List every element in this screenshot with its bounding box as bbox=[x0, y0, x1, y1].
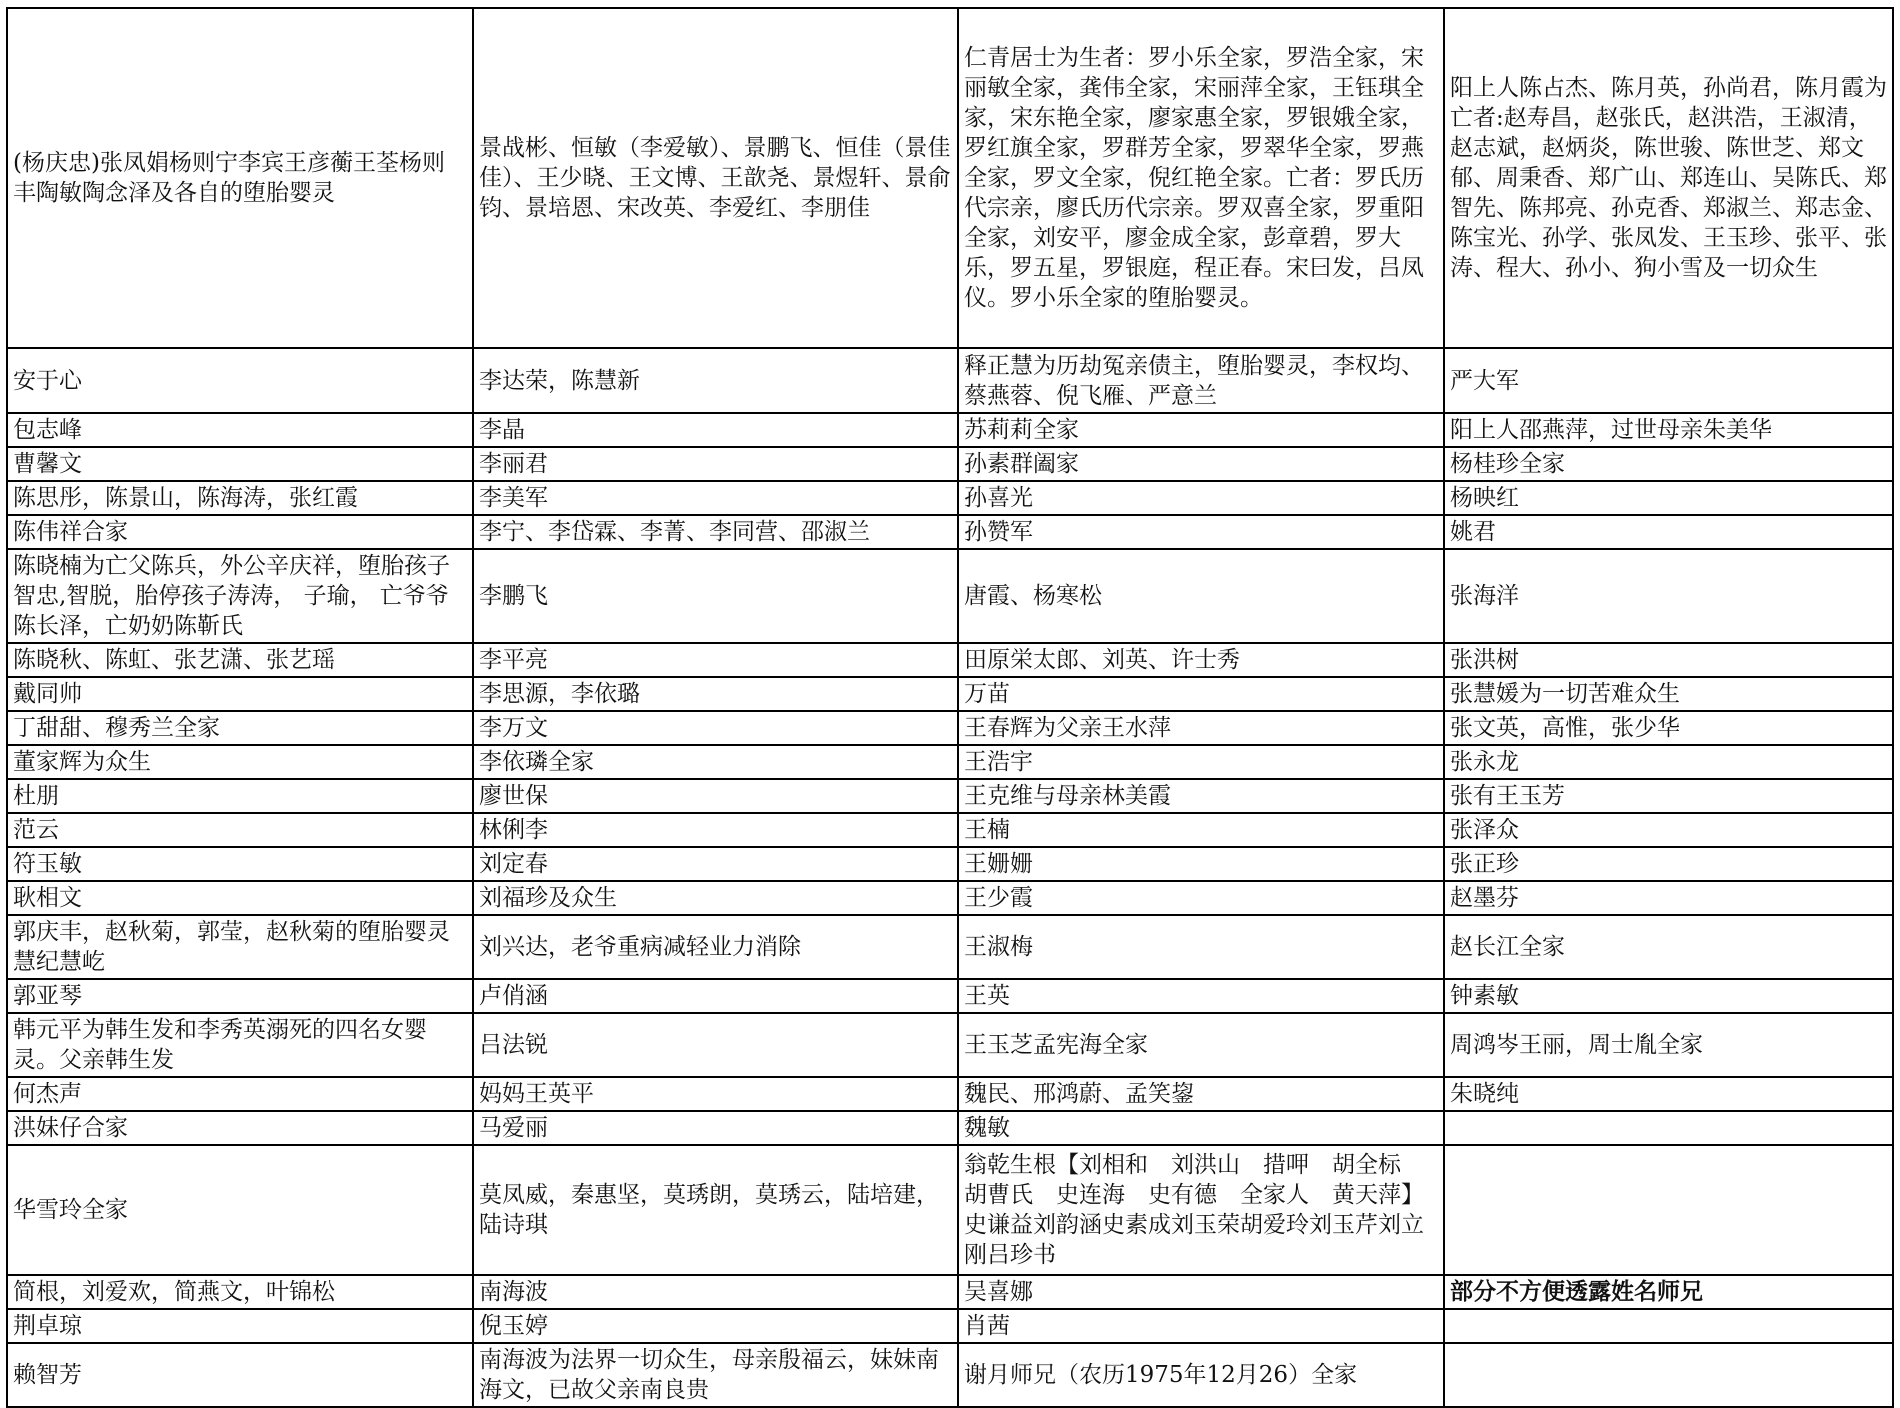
table-cell-col1: 陈伟祥合家 bbox=[7, 515, 473, 549]
dedication-table bbox=[6, 7, 1894, 1408]
table-cell-col1: 郭亚琴 bbox=[7, 979, 473, 1013]
table-cell-col3: 肖茜 bbox=[958, 1309, 1444, 1343]
table-cell-col3: 王淑梅 bbox=[958, 915, 1444, 979]
table-cell-col2: 倪玉婷 bbox=[473, 1309, 958, 1343]
table-row bbox=[7, 847, 1893, 881]
table-cell-col2: 李达荣，陈慧新 bbox=[473, 348, 958, 413]
table-cell-col3: 王克维与母亲林美霞 bbox=[958, 779, 1444, 813]
table-cell-col4: 部分不方便透露姓名师兄 bbox=[1444, 1275, 1893, 1309]
table-row bbox=[7, 348, 1893, 413]
table-cell-col1: 陈晓楠为亡父陈兵，外公辛庆祥，堕胎孩子智忠,智脱，胎停孩子涛涛， 子瑜， 亡爷爷陈长泽，亡奶奶陈靳氏 bbox=[7, 549, 473, 643]
table-cell-col1: 耿相文 bbox=[7, 881, 473, 915]
table-row bbox=[7, 413, 1893, 447]
table-cell-col1: 郭庆丰，赵秋菊，郭莹，赵秋菊的堕胎婴灵慧纪慧屹 bbox=[7, 915, 473, 979]
table-cell-col3: 苏莉莉全家 bbox=[958, 413, 1444, 447]
table-row bbox=[7, 979, 1893, 1013]
table-row bbox=[7, 813, 1893, 847]
table-cell-col1: 丁甜甜、穆秀兰全家 bbox=[7, 711, 473, 745]
table-cell-col4: 张永龙 bbox=[1444, 745, 1893, 779]
table-cell-col1: 杜朋 bbox=[7, 779, 473, 813]
table-cell-col1: 陈思彤，陈景山，陈海涛，张红霞 bbox=[7, 481, 473, 515]
table-cell-col4: 阳上人陈占杰、陈月英，孙尚君，陈月霞为亡者:赵寿昌，赵张氏，赵洪浩，王淑清，赵志斌，赵炳炎，陈世骏、陈世芝、郑文郁、周秉香、郑广山、郑连山、吴陈氏、郑智先、陈邦亮、孙克香、郑淑兰、郑志金、陈宝光、孙学、张凤发、王玉珍、张平、张涛、程大、孙小、狗小雪及一切众生 bbox=[1444, 8, 1893, 348]
table-cell-col2: 莫凤威，秦惠坚，莫琇朗，莫琇云，陆培建，陆诗琪 bbox=[473, 1145, 958, 1275]
table-cell-col2: 李宁、李岱霖、李菁、李同营、邵淑兰 bbox=[473, 515, 958, 549]
table-cell-col2: 刘福珍及众生 bbox=[473, 881, 958, 915]
table-cell-col1: 华雪玲全家 bbox=[7, 1145, 473, 1275]
table-cell-col2: 李丽君 bbox=[473, 447, 958, 481]
table-cell-col4: 张慧媛为一切苦难众生 bbox=[1444, 677, 1893, 711]
table-cell-col3: 魏敏 bbox=[958, 1111, 1444, 1145]
table-cell-col3: 仁青居士为生者：罗小乐全家，罗浩全家，宋丽敏全家，龚伟全家，宋丽萍全家，王钰琪全家，宋东艳全家，廖家惠全家，罗银娥全家，罗红旗全家，罗群芳全家，罗翠华全家，罗燕全家，罗文全家，倪红艳全家。亡者：罗氏历代宗亲，廖氏历代宗亲。罗双喜全家，罗重阳全家，刘安平，廖金成全家，彭章碧，罗大乐，罗五星，罗银庭，程正春。宋曰发，吕凤仪。罗小乐全家的堕胎婴灵。 bbox=[958, 8, 1444, 348]
table-cell-col2: 李依璘全家 bbox=[473, 745, 958, 779]
table-cell-col3: 王春辉为父亲王水萍 bbox=[958, 711, 1444, 745]
table-cell-col2: 刘定春 bbox=[473, 847, 958, 881]
table-row bbox=[7, 1013, 1893, 1077]
table-cell-col3: 王楠 bbox=[958, 813, 1444, 847]
table-row bbox=[7, 481, 1893, 515]
table-body bbox=[7, 8, 1893, 1407]
table-cell-col3: 孙素群阖家 bbox=[958, 447, 1444, 481]
table-cell-col1: 曹馨文 bbox=[7, 447, 473, 481]
table-row bbox=[7, 1343, 1893, 1407]
table-cell-col1: (杨庆忠)张凤娟杨则宁李宾王彦蘅王荃杨则丰陶敏陶念泽及各自的堕胎婴灵 bbox=[7, 8, 473, 348]
table-cell-col3: 王少霞 bbox=[958, 881, 1444, 915]
table-row bbox=[7, 8, 1893, 348]
table-row bbox=[7, 1275, 1893, 1309]
table-cell-col3: 吴喜娜 bbox=[958, 1275, 1444, 1309]
table-cell-col4: 阳上人邵燕萍，过世母亲朱美华 bbox=[1444, 413, 1893, 447]
table-cell-col1: 符玉敏 bbox=[7, 847, 473, 881]
table-cell-col1: 董家辉为众生 bbox=[7, 745, 473, 779]
table-cell-col2: 李晶 bbox=[473, 413, 958, 447]
table-cell-col2: 刘兴达，老爷重病减轻业力消除 bbox=[473, 915, 958, 979]
table-cell-col4: 杨桂珍全家 bbox=[1444, 447, 1893, 481]
table-cell-col4: 张正珍 bbox=[1444, 847, 1893, 881]
table-cell-col4: 赵墨芬 bbox=[1444, 881, 1893, 915]
table-cell-col2: 南海波 bbox=[473, 1275, 958, 1309]
table-cell-col4: 周鸿岑王丽，周士胤全家 bbox=[1444, 1013, 1893, 1077]
table-cell-col2: 马爱丽 bbox=[473, 1111, 958, 1145]
table-cell-col2: 南海波为法界一切众生，母亲殷福云，妹妹南海文，已故父亲南良贵 bbox=[473, 1343, 958, 1407]
table-cell-col2: 妈妈王英平 bbox=[473, 1077, 958, 1111]
table-cell-col2: 李平亮 bbox=[473, 643, 958, 677]
table-row bbox=[7, 1077, 1893, 1111]
table-row bbox=[7, 745, 1893, 779]
table-cell-col1: 戴同帅 bbox=[7, 677, 473, 711]
table-row bbox=[7, 549, 1893, 643]
table-cell-col1: 安于心 bbox=[7, 348, 473, 413]
table-cell-col1: 范云 bbox=[7, 813, 473, 847]
table-cell-col3: 魏民、邢鸿蔚、孟笑鋆 bbox=[958, 1077, 1444, 1111]
table-row bbox=[7, 1145, 1893, 1275]
table-row bbox=[7, 1111, 1893, 1145]
table-cell-col2: 李鹏飞 bbox=[473, 549, 958, 643]
table-cell-col2: 李美军 bbox=[473, 481, 958, 515]
table-cell-col2: 卢俏涵 bbox=[473, 979, 958, 1013]
table-cell-col3: 王英 bbox=[958, 979, 1444, 1013]
table-cell-col3: 翁乾生根【刘相和 刘洪山 措呷 胡全标 胡曹氏 史连海 史有德 全家人 黄天萍】 史谦益刘韵涵史素成刘玉荣胡爱玲刘玉芹刘立刚吕珍书 bbox=[958, 1145, 1444, 1275]
table-row bbox=[7, 779, 1893, 813]
table-cell-col4 bbox=[1444, 1309, 1893, 1343]
table-cell-col4 bbox=[1444, 1145, 1893, 1275]
table-cell-col3: 王浩宇 bbox=[958, 745, 1444, 779]
table-cell-col4: 姚君 bbox=[1444, 515, 1893, 549]
table-cell-col1: 韩元平为韩生发和李秀英溺死的四名女婴灵。父亲韩生发 bbox=[7, 1013, 473, 1077]
table-cell-col1: 陈晓秋、陈虹、张艺潇、张艺瑶 bbox=[7, 643, 473, 677]
table-row bbox=[7, 711, 1893, 745]
table-cell-col3: 王姗姗 bbox=[958, 847, 1444, 881]
table-row bbox=[7, 643, 1893, 677]
table-cell-col4: 严大军 bbox=[1444, 348, 1893, 413]
table-row bbox=[7, 447, 1893, 481]
table-cell-col4: 张洪树 bbox=[1444, 643, 1893, 677]
table-cell-col4: 朱晓纯 bbox=[1444, 1077, 1893, 1111]
table-cell-col2: 廖世保 bbox=[473, 779, 958, 813]
table-cell-col2: 李万文 bbox=[473, 711, 958, 745]
table-row bbox=[7, 881, 1893, 915]
table-cell-col3: 孙喜光 bbox=[958, 481, 1444, 515]
table-cell-col1: 洪妹仔合家 bbox=[7, 1111, 473, 1145]
table-cell-col3: 谢月师兄（农历1975年12月26）全家 bbox=[958, 1343, 1444, 1407]
table-cell-col4: 赵长江全家 bbox=[1444, 915, 1893, 979]
table-cell-col4: 杨映红 bbox=[1444, 481, 1893, 515]
table-row bbox=[7, 515, 1893, 549]
table-cell-col3: 唐霞、杨寒松 bbox=[958, 549, 1444, 643]
table-cell-col1: 包志峰 bbox=[7, 413, 473, 447]
table-cell-col4: 张海洋 bbox=[1444, 549, 1893, 643]
table-cell-col2: 景战彬、恒敏（李爱敏）、景鹏飞、恒佳（景佳佳）、王少晓、王文博、王歆尧、景煜轩、景俞钧、景培恩、宋改英、李爱红、李朋佳 bbox=[473, 8, 958, 348]
table-cell-col3: 孙赞军 bbox=[958, 515, 1444, 549]
table-row bbox=[7, 1309, 1893, 1343]
table-cell-col4 bbox=[1444, 1111, 1893, 1145]
table-cell-col1: 赖智芳 bbox=[7, 1343, 473, 1407]
table-cell-col2: 林俐李 bbox=[473, 813, 958, 847]
table-cell-col4: 张泽众 bbox=[1444, 813, 1893, 847]
table-cell-col4: 张有王玉芳 bbox=[1444, 779, 1893, 813]
table-cell-col2: 吕法锐 bbox=[473, 1013, 958, 1077]
table-cell-col4: 张文英，高惟，张少华 bbox=[1444, 711, 1893, 745]
table-row bbox=[7, 915, 1893, 979]
table-cell-col1: 简根，刘爱欢，简燕文，叶锦松 bbox=[7, 1275, 473, 1309]
table-row bbox=[7, 677, 1893, 711]
table-cell-col3: 释正慧为历劫冤亲债主，堕胎婴灵，李权均、蔡燕蓉、倪飞雁、严意兰 bbox=[958, 348, 1444, 413]
table-cell-col2: 李思源，李依璐 bbox=[473, 677, 958, 711]
table-cell-col3: 王玉芝孟宪海全家 bbox=[958, 1013, 1444, 1077]
table-cell-col1: 荆卓琼 bbox=[7, 1309, 473, 1343]
table-cell-col4: 钟素敏 bbox=[1444, 979, 1893, 1013]
table-cell-col4 bbox=[1444, 1343, 1893, 1407]
table-cell-col3: 田原栄太郎、刘英、许士秀 bbox=[958, 643, 1444, 677]
table-cell-col3: 万苗 bbox=[958, 677, 1444, 711]
table-cell-col1: 何杰声 bbox=[7, 1077, 473, 1111]
